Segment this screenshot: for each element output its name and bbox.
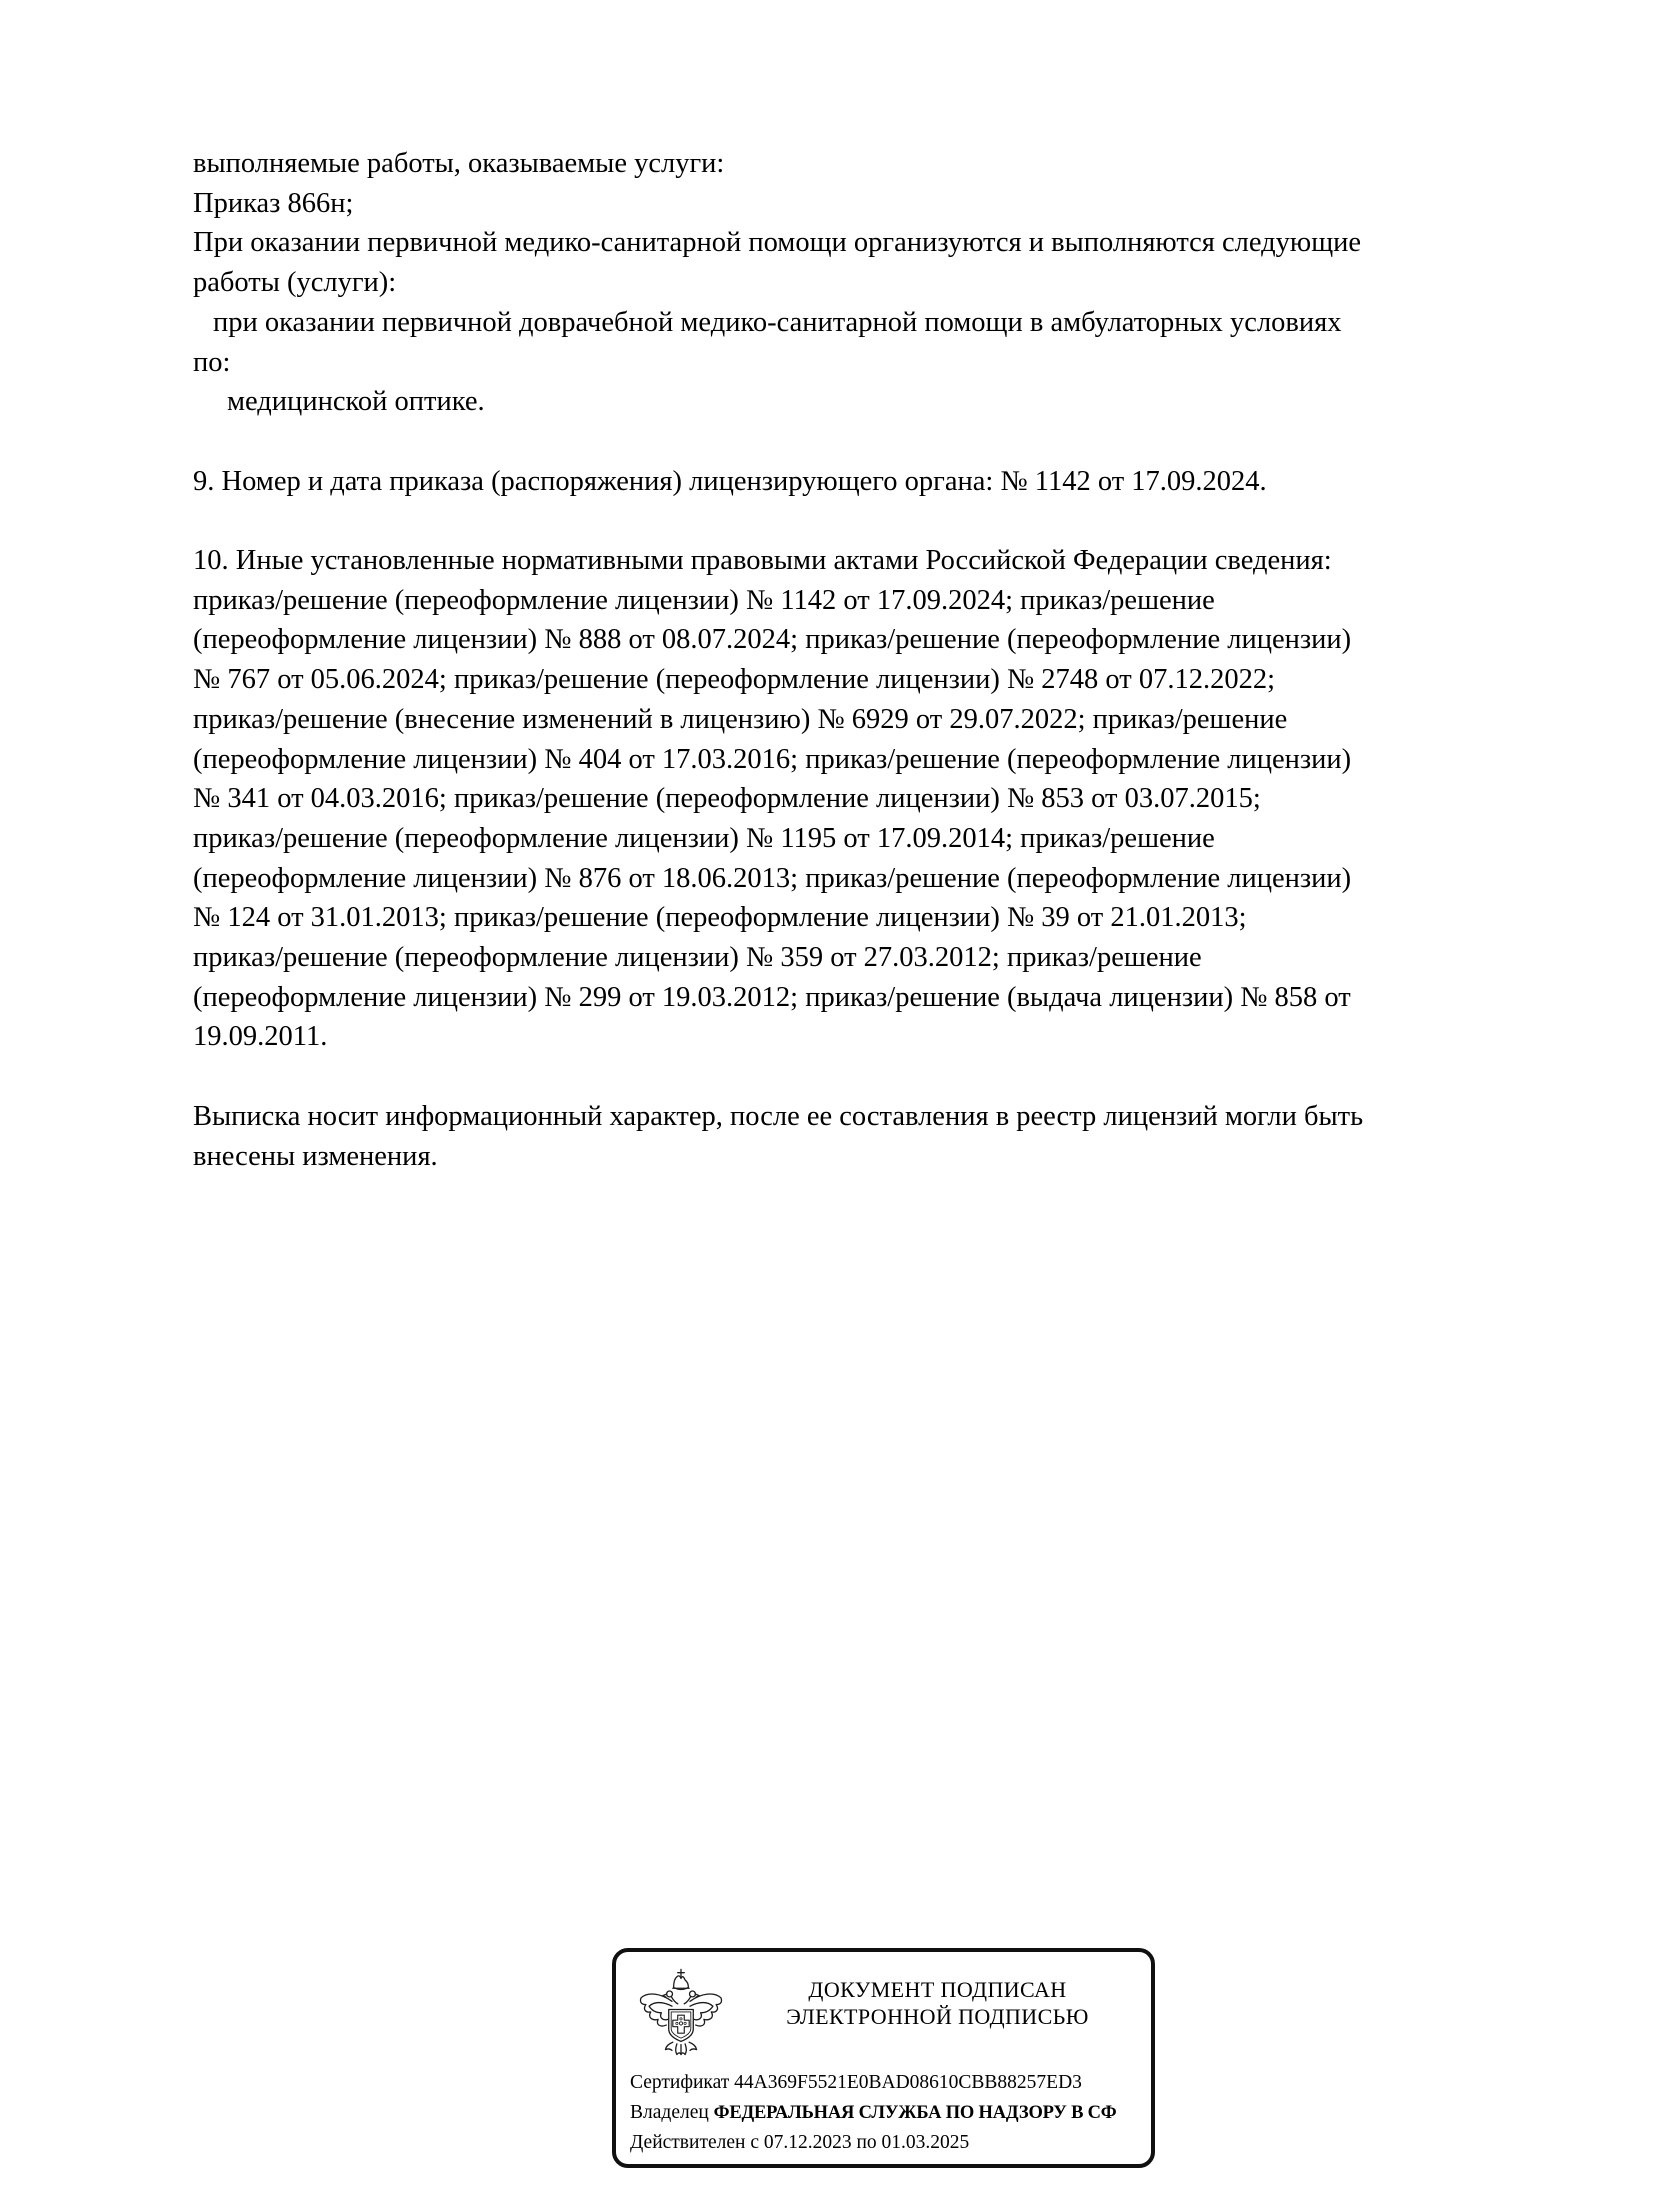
disclaimer bbox=[193, 1097, 1563, 1176]
text-line: внесены изменения. bbox=[193, 1140, 438, 1172]
stamp-title-line2: ЭЛЕКТРОННОЙ ПОДПИСЬЮ bbox=[786, 2004, 1089, 2029]
text-line: 19.09.2011. bbox=[193, 1021, 328, 1053]
section-9 bbox=[193, 462, 1563, 502]
text-line: медицинской оптике. bbox=[227, 386, 485, 418]
certificate-line bbox=[630, 2068, 1151, 2098]
text-line: по: bbox=[193, 346, 231, 378]
owner-value: ФЕДЕРАЛЬНАЯ СЛУЖБА ПО НАДЗОРУ В СФ bbox=[713, 2103, 1117, 2123]
text-line: приказ/решение (переоформление лицензии) № 359 от 27.03.2012; приказ/решение bbox=[193, 942, 1202, 974]
text-line: 10. Иные установленные нормативными правовыми актами Российской Федерации сведения: bbox=[193, 545, 1332, 576]
stamp-details bbox=[630, 2068, 1151, 2158]
text-line: приказ/решение (переоформление лицензии) № 1142 от 17.09.2024; приказ/решение bbox=[193, 584, 1215, 616]
text-line: Приказ 866н; bbox=[193, 187, 354, 219]
text-line: (переоформление лицензии) № 888 от 08.07.2024; приказ/решение (переоформление лицензии) bbox=[193, 624, 1352, 656]
certificate-value: 44A369F5521E0BAD08610CBB88257ED3 bbox=[734, 2072, 1082, 2093]
text-line: № 124 от 31.01.2013; приказ/решение (переоформление лицензии) № 39 от 21.01.2013; bbox=[193, 902, 1247, 934]
text-line: При оказании первичной медико-санитарной помощи организуются и выполняются следующие bbox=[193, 227, 1362, 259]
text-line: при оказании первичной доврачебной медико-санитарной помощи в амбулаторных условиях bbox=[213, 306, 1342, 338]
text-line: (переоформление лицензии) № 404 от 17.03.2016; приказ/решение (переоформление лицензии) bbox=[193, 743, 1352, 775]
stamp-title bbox=[734, 1976, 1141, 2030]
text-line: приказ/решение (переоформление лицензии) № 1195 от 17.09.2014; приказ/решение bbox=[193, 822, 1215, 854]
text-line: № 341 от 04.03.2016; приказ/решение (переоформление лицензии) № 853 от 03.07.2015; bbox=[193, 783, 1261, 815]
roszdravnadzor-emblem-icon bbox=[636, 1962, 726, 2066]
text-line: приказ/решение (внесение изменений в лицензию) № 6929 от 29.07.2022; приказ/решение bbox=[193, 703, 1288, 735]
works-services-paragraph bbox=[193, 144, 1563, 422]
owner-label: Владелец bbox=[630, 2102, 714, 2123]
owner-line bbox=[630, 2098, 1151, 2128]
text-line: выполняемые работы, оказываемые услуги: bbox=[193, 148, 725, 179]
text-line: (переоформление лицензии) № 876 от 18.06.2013; приказ/решение (переоформление лицензии) bbox=[193, 862, 1352, 894]
electronic-signature-stamp bbox=[612, 1948, 1155, 2168]
certificate-label: Сертификат bbox=[630, 2072, 735, 2093]
text-line: (переоформление лицензии) № 299 от 19.03.2012; приказ/решение (выдача лицензии) № 858 от bbox=[193, 981, 1351, 1013]
document-body bbox=[193, 144, 1563, 1176]
text-line: Выписка носит информационный характер, после ее составления в реестр лицензий могли быть bbox=[193, 1100, 1364, 1132]
validity-line: Действителен с 07.12.2023 по 01.03.2025 bbox=[630, 2132, 970, 2153]
text-line: работы (услуги): bbox=[193, 267, 397, 299]
section-10 bbox=[193, 541, 1563, 1057]
text-line: 9. Номер и дата приказа (распоряжения) лицензирующего органа: № 1142 от 17.09.2024. bbox=[193, 465, 1267, 497]
stamp-title-line1: ДОКУМЕНТ ПОДПИСАН bbox=[808, 1977, 1067, 2002]
text-line: № 767 от 05.06.2024; приказ/решение (переоформление лицензии) № 2748 от 07.12.2022; bbox=[193, 664, 1276, 696]
